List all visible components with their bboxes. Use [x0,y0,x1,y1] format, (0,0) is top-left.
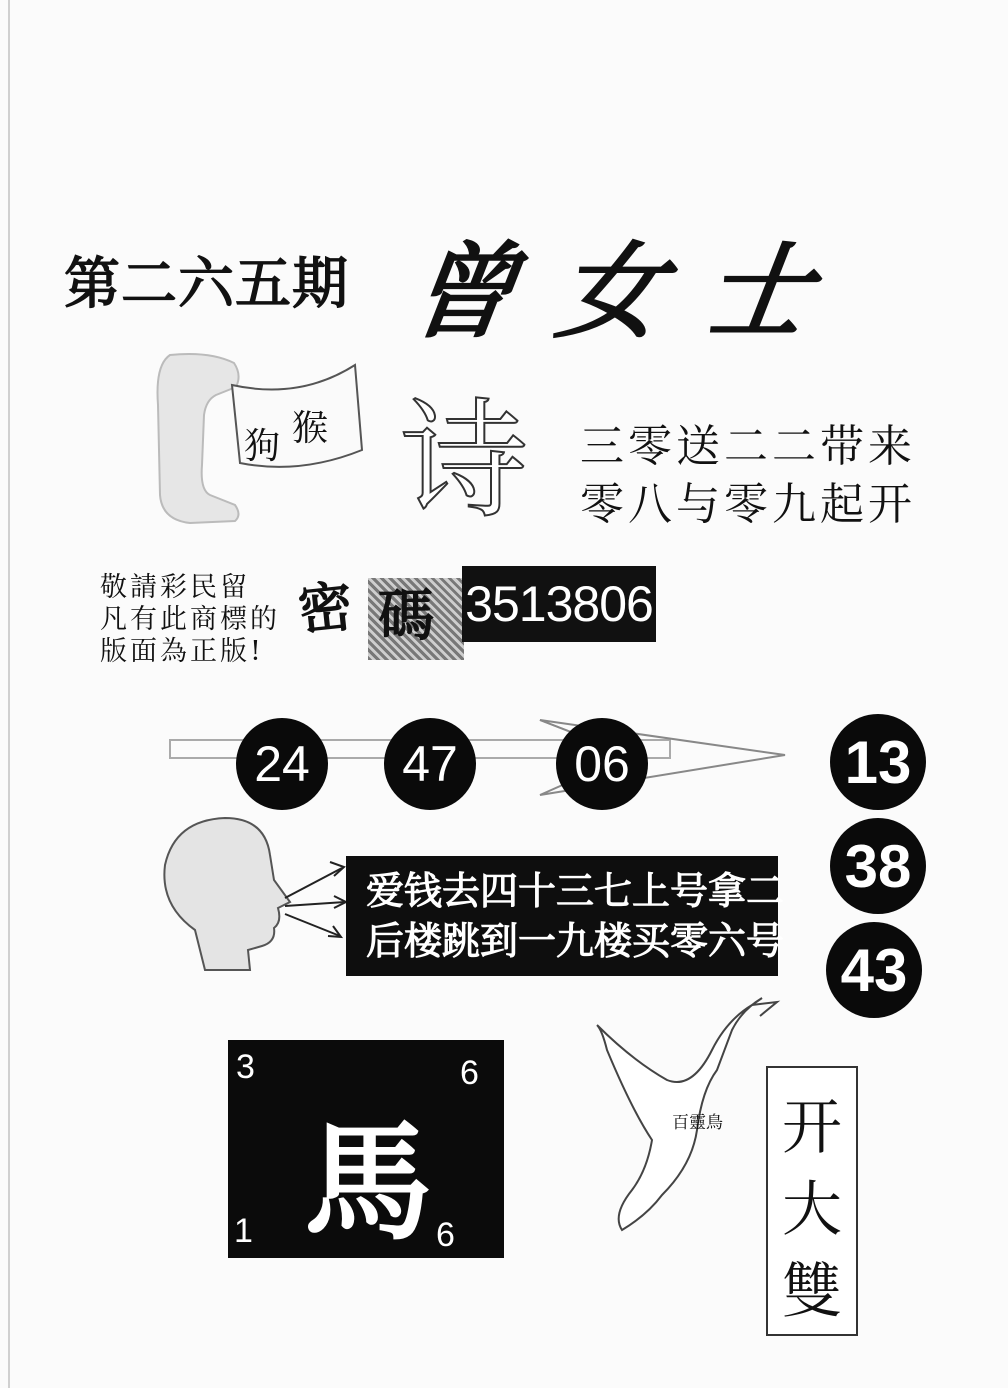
poem-line-1: 三零送二二带来 [580,421,916,472]
notice-line-3: 版面為正版! [100,636,264,667]
corner-number-top-left: 3 [236,1048,255,1086]
message-line-2: 后楼跳到一九楼买零六号 [366,919,785,963]
dove-label: 百靈鳥 [672,1113,723,1133]
scan-edge-line [8,0,10,1388]
corner-number-bottom-left: 1 [234,1212,253,1250]
notice-line-1: 敬請彩民留 [100,572,250,603]
page-title: 曾女士 [402,230,864,353]
open-box-char-1: 开 [782,1093,842,1163]
side-number-ball: 38 [830,818,926,914]
horse-character: 馬 [304,1108,433,1258]
notice-line-2: 凡有此商標的 [100,604,280,635]
speaking-head-icon [150,810,360,980]
number-ball: 06 [556,718,648,810]
message-box [346,856,785,976]
poem-mark: 诗 [400,387,529,536]
poem-text [580,418,916,534]
seal-char-mi: 密 [295,573,356,643]
corner-number-top-right: 6 [460,1054,479,1092]
open-box-char-2: 大 [782,1175,842,1245]
open-box [766,1066,858,1336]
message-line-1: 爱钱去四十三七上号拿二 [366,869,785,913]
side-number-ball: 43 [826,922,922,1018]
issue-number: 第二六五期 [64,252,349,317]
number-ball: 47 [384,718,476,810]
horse-box [228,1040,504,1258]
corner-number-bottom-right: 6 [436,1216,455,1254]
code-number-box: 3513806 [462,566,656,642]
side-number-ball: 13 [830,714,926,810]
number-ball: 24 [236,718,328,810]
notice-text [100,572,280,668]
zodiac-word-dog: 狗 [244,426,281,467]
poem-line-2: 零八与零九起开 [580,479,916,530]
seal-char-ma: 碼 [378,583,434,649]
zodiac-word-monkey: 猴 [292,408,329,449]
open-box-char-3: 雙 [782,1257,842,1327]
